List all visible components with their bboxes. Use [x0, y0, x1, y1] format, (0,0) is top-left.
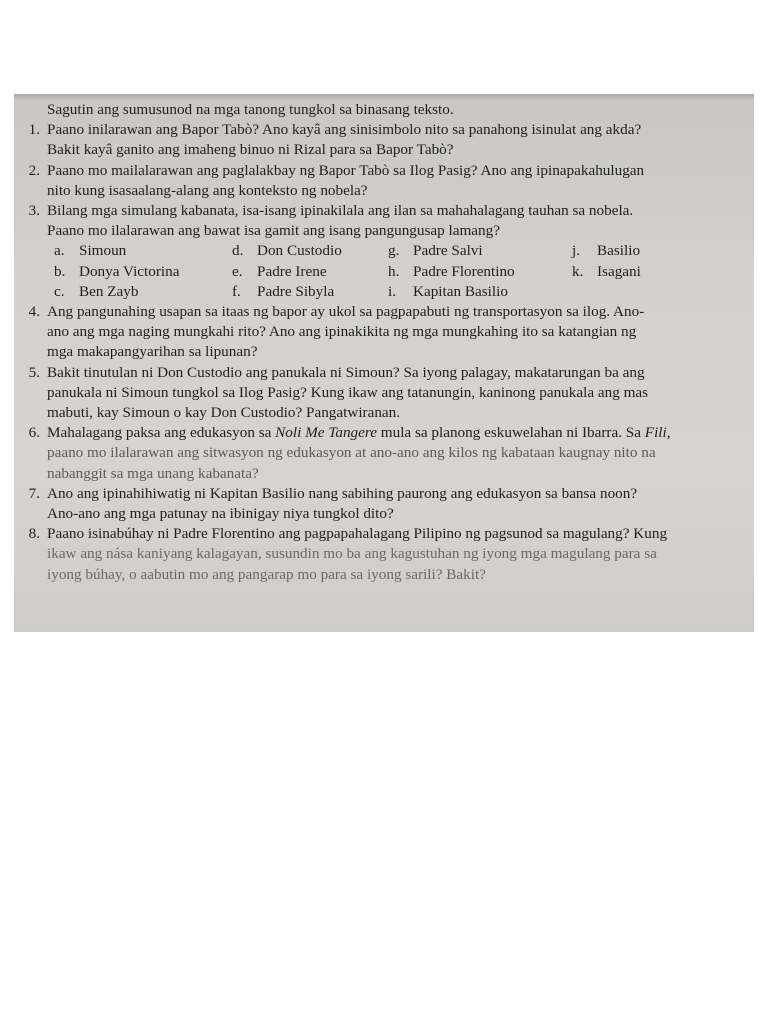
question-line: mabuti, kay Simoun o kay Don Custodio? Pangatwiranan. — [47, 404, 401, 422]
character-item — [232, 241, 388, 261]
question-line: iyong búhay, o aabutin mo ang pangarap mo para sa iyong sarili? Bakit? — [47, 565, 486, 583]
question-line: ano ang mga naging mungkahi rito? Ano ang ipinakikita ng mga mungkahing ito sa katangian ng — [47, 323, 637, 341]
novel-title: Noli Me Tangere — [275, 424, 377, 442]
item-letter: e. — [232, 262, 243, 280]
question-number: 6. — [28, 424, 40, 442]
question-line: panukala ni Simoun tungkol sa Ilog Pasig? Kung ikaw ang tatanungin, kaninong panukala ang mas — [47, 383, 649, 401]
question-number: 2. — [28, 161, 40, 179]
character-name: Padre Florentino — [413, 262, 515, 280]
item-letter: g. — [388, 242, 400, 260]
question-number: 1. — [28, 121, 40, 139]
question-2 — [14, 161, 754, 201]
character-item — [54, 241, 232, 261]
character-item — [54, 282, 232, 302]
item-letter: c. — [54, 282, 65, 300]
character-name: Isagani — [597, 262, 641, 280]
question-line: nito kung isasaalang-alang ang konteksto ng nobela? — [47, 181, 368, 199]
item-letter: h. — [388, 262, 400, 280]
question-5 — [14, 363, 754, 424]
character-name: Padre Sibyla — [257, 282, 335, 300]
character-item — [232, 262, 388, 282]
character-name: Donya Victorina — [79, 262, 180, 280]
novel-title-short: Fili, — [644, 424, 671, 442]
character-name: Padre Salvi — [413, 242, 483, 260]
question-line: Ano-ano ang mga patunay na ibinigay niya tungkol dito? — [47, 505, 394, 523]
question-4 — [14, 302, 754, 363]
question-line: Paano inilarawan ang Bapor Tabò? Ano kayâ ang sinisimbolo nito sa panahong isinulat ang akda? — [47, 121, 642, 139]
instruction-text: Sagutin ang sumusunod na mga tanong tungkol sa binasang teksto. — [47, 101, 454, 118]
character-name: Kapitan Basilio — [413, 282, 508, 300]
photographed-page — [14, 94, 754, 632]
question-line: Bilang mga simulang kabanata, isa-isang ipinakilala ang ilan sa mahahalagang tauhan sa nobela. — [47, 202, 634, 220]
character-list — [54, 241, 754, 302]
question-1 — [14, 120, 754, 160]
character-item — [388, 262, 572, 282]
character-name: Simoun — [79, 242, 127, 260]
question-line: mga makapangyarihan sa lipunan? — [47, 343, 258, 361]
character-item — [572, 241, 722, 261]
question-line — [47, 423, 744, 443]
item-letter: d. — [232, 242, 244, 260]
question-7 — [14, 484, 754, 524]
question-number: 3. — [28, 202, 40, 220]
question-text: mula sa planong eskuwelahan ni Ibarra. Sa — [376, 424, 645, 442]
question-line: paano mo ilalarawan ang sitwasyon ng edukasyon at ano-ano ang kilos ng kabataan kaugnay nito na — [47, 444, 656, 462]
question-line: Ano ang ipinahihiwatig ni Kapitan Basilio nang sabihing paurong ang edukasyon sa bansa noon? — [47, 484, 638, 502]
character-item — [388, 241, 572, 261]
question-number: 8. — [28, 525, 40, 543]
character-item — [54, 262, 232, 282]
question-number: 5. — [28, 363, 40, 381]
worksheet — [14, 100, 754, 585]
character-item — [572, 262, 722, 282]
question-line: Paano isinabúhay ni Padre Florentino ang pagpapahalagang Pilipino ng pagsunod sa magulang? Kung — [47, 525, 668, 543]
character-item — [232, 282, 388, 302]
question-number: 4. — [28, 303, 40, 321]
item-letter: b. — [54, 262, 66, 280]
question-line: Ang pangunahing usapan sa itaas ng bapor ay ukol sa pagpapabuti ng transportasyon sa ilog. Ano- — [47, 303, 645, 321]
character-name: Padre Irene — [257, 262, 327, 280]
question-line: Bakit tinutulan ni Don Custodio ang panukala ni Simoun? Sa iyong palagay, makatarungan ba ang — [47, 363, 645, 381]
character-name: Basilio — [597, 242, 641, 260]
question-8 — [14, 524, 754, 585]
character-name: Ben Zayb — [79, 282, 139, 300]
character-item — [388, 282, 572, 302]
item-letter: k. — [572, 262, 584, 280]
item-letter: a. — [54, 242, 65, 260]
question-line: ikaw ang nása kaniyang kalagayan, susundin mo ba ang kagustuhan ng iyong mga magulang para sa — [47, 545, 657, 563]
question-number: 7. — [28, 484, 40, 502]
question-6 — [14, 423, 754, 484]
question-line: nabanggit sa mga unang kabanata? — [47, 464, 259, 482]
item-letter: f. — [232, 282, 241, 300]
character-name: Don Custodio — [257, 242, 342, 260]
item-letter: i. — [388, 282, 397, 300]
question-3 — [14, 201, 754, 241]
question-line: Paano mo ilalarawan ang bawat isa gamit ang isang pangungusap lamang? — [47, 222, 500, 240]
question-line: Bakit kayâ ganito ang imaheng binuo ni Rizal para sa Bapor Tabò? — [47, 141, 454, 159]
item-letter: j. — [572, 242, 581, 260]
question-text: Mahalagang paksa ang edukasyon sa — [47, 424, 276, 442]
question-line: Paano mo mailalarawan ang paglalakbay ng Bapor Tabò sa Ilog Pasig? Ano ang ipinapakahulugan — [47, 161, 645, 179]
